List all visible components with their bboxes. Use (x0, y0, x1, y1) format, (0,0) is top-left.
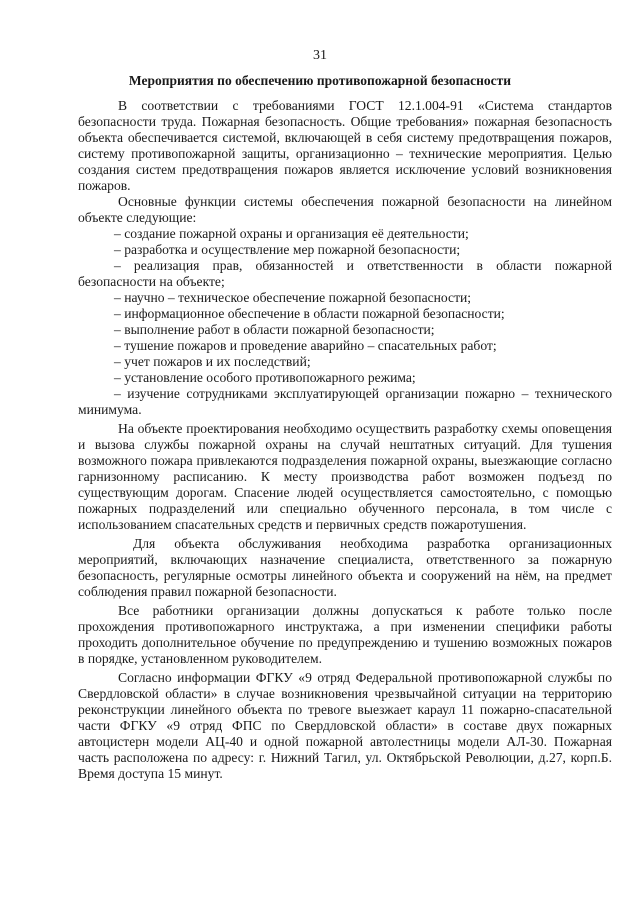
paragraph-gost: В соответствии с требованиями ГОСТ 12.1.004-91 «Система стандартов безопасности труда. Пожарная безопасность. Общие требования» пожарная безопасность объекта обеспечивается системой, включающей в себя систему предотвращения пожаров, систему противопожарной защиты, организационно – технические мероприятия. Целью создания систем предотвращения пожаров является исключение условий возникновения пожаров. (78, 98, 612, 193)
list-item: – реализация прав, обязанностей и ответственности в области пожарной безопасности на объекте; (78, 258, 612, 289)
list-item: – установление особого противопожарного режима; (114, 370, 416, 385)
list-item: – тушение пожаров и проведение аварийно – спасательных работ; (114, 338, 497, 353)
list-item: – информационное обеспечение в области пожарной безопасности; (114, 306, 505, 321)
page-number: 31 (313, 48, 327, 63)
list-item: – учет пожаров и их последствий; (114, 354, 311, 369)
section-title: Мероприятия по обеспечению противопожарной безопасности (128, 73, 512, 88)
paragraph-workers: Все работники организации должны допускаться к работе только после прохождения противопожарного инструктажа, а при изменении специфики работы проходить дополнительное обучение по предупреждению и тушению возможных пожаров в порядке, установленном руководителем. (78, 603, 612, 666)
paragraph-design-object: На объекте проектирования необходимо осуществить разработку схемы оповещения и вызова службы пожарной охраны на случай нештатных ситуаций. Для тушения возможного пожара привлекаются подразделения пожарной охраны, выезжающие согласно гарнизонному расписанию. К месту производства работ возможен подъезд по существующим дорогам. Спасение людей осуществляется самостоятельно, с помощью пожарных подразделений или специально обученного персонала, в том числе с использованием спасательных средств и первичных средств пожаротушения. (78, 421, 612, 532)
paragraph-functions-intro: Основные функции системы обеспечения пожарной безопасности на линейном объекте следующие: (78, 194, 612, 225)
list-item: – создание пожарной охраны и организация её деятельности; (114, 226, 469, 241)
list-item: – научно – техническое обеспечение пожарной безопасности; (114, 290, 472, 305)
document-body (78, 98, 612, 782)
paragraph-maintenance: Для объекта обслуживания необходима разработка организационных мероприятий, включающих назначение специалиста, ответственного за пожарную безопасность, регулярные осмотры линейного объекта и сооружений на нём, на предмет соблюдения правил пожарной безопасности. (78, 536, 612, 599)
list-item: – выполнение работ в области пожарной безопасности; (114, 322, 435, 337)
list-item: – изучение сотрудниками эксплуатирующей организации пожарно – технического минимума. (78, 386, 612, 417)
list-item: – разработка и осуществление мер пожарной безопасности; (114, 242, 461, 257)
paragraph-fire-department: Согласно информации ФГКУ «9 отряд Федеральной противопожарной службы по Свердловской области» в случае возникновения чрезвычайной ситуации на территорию реконструкции линейного объекта по тревоге выезжает караул 11 пожарно-спасательной части ФГКУ «9 отряд ФПС по Свердловской области» в составе двух пожарных автоцистерн модели АЦ-40 и одной пожарной автолестницы модели АЛ-30. Пожарная часть расположена по адресу: г. Нижний Тагил, ул. Октябрьской Революции, д.27, корп.Б. Время доступа 15 минут. (78, 670, 612, 781)
